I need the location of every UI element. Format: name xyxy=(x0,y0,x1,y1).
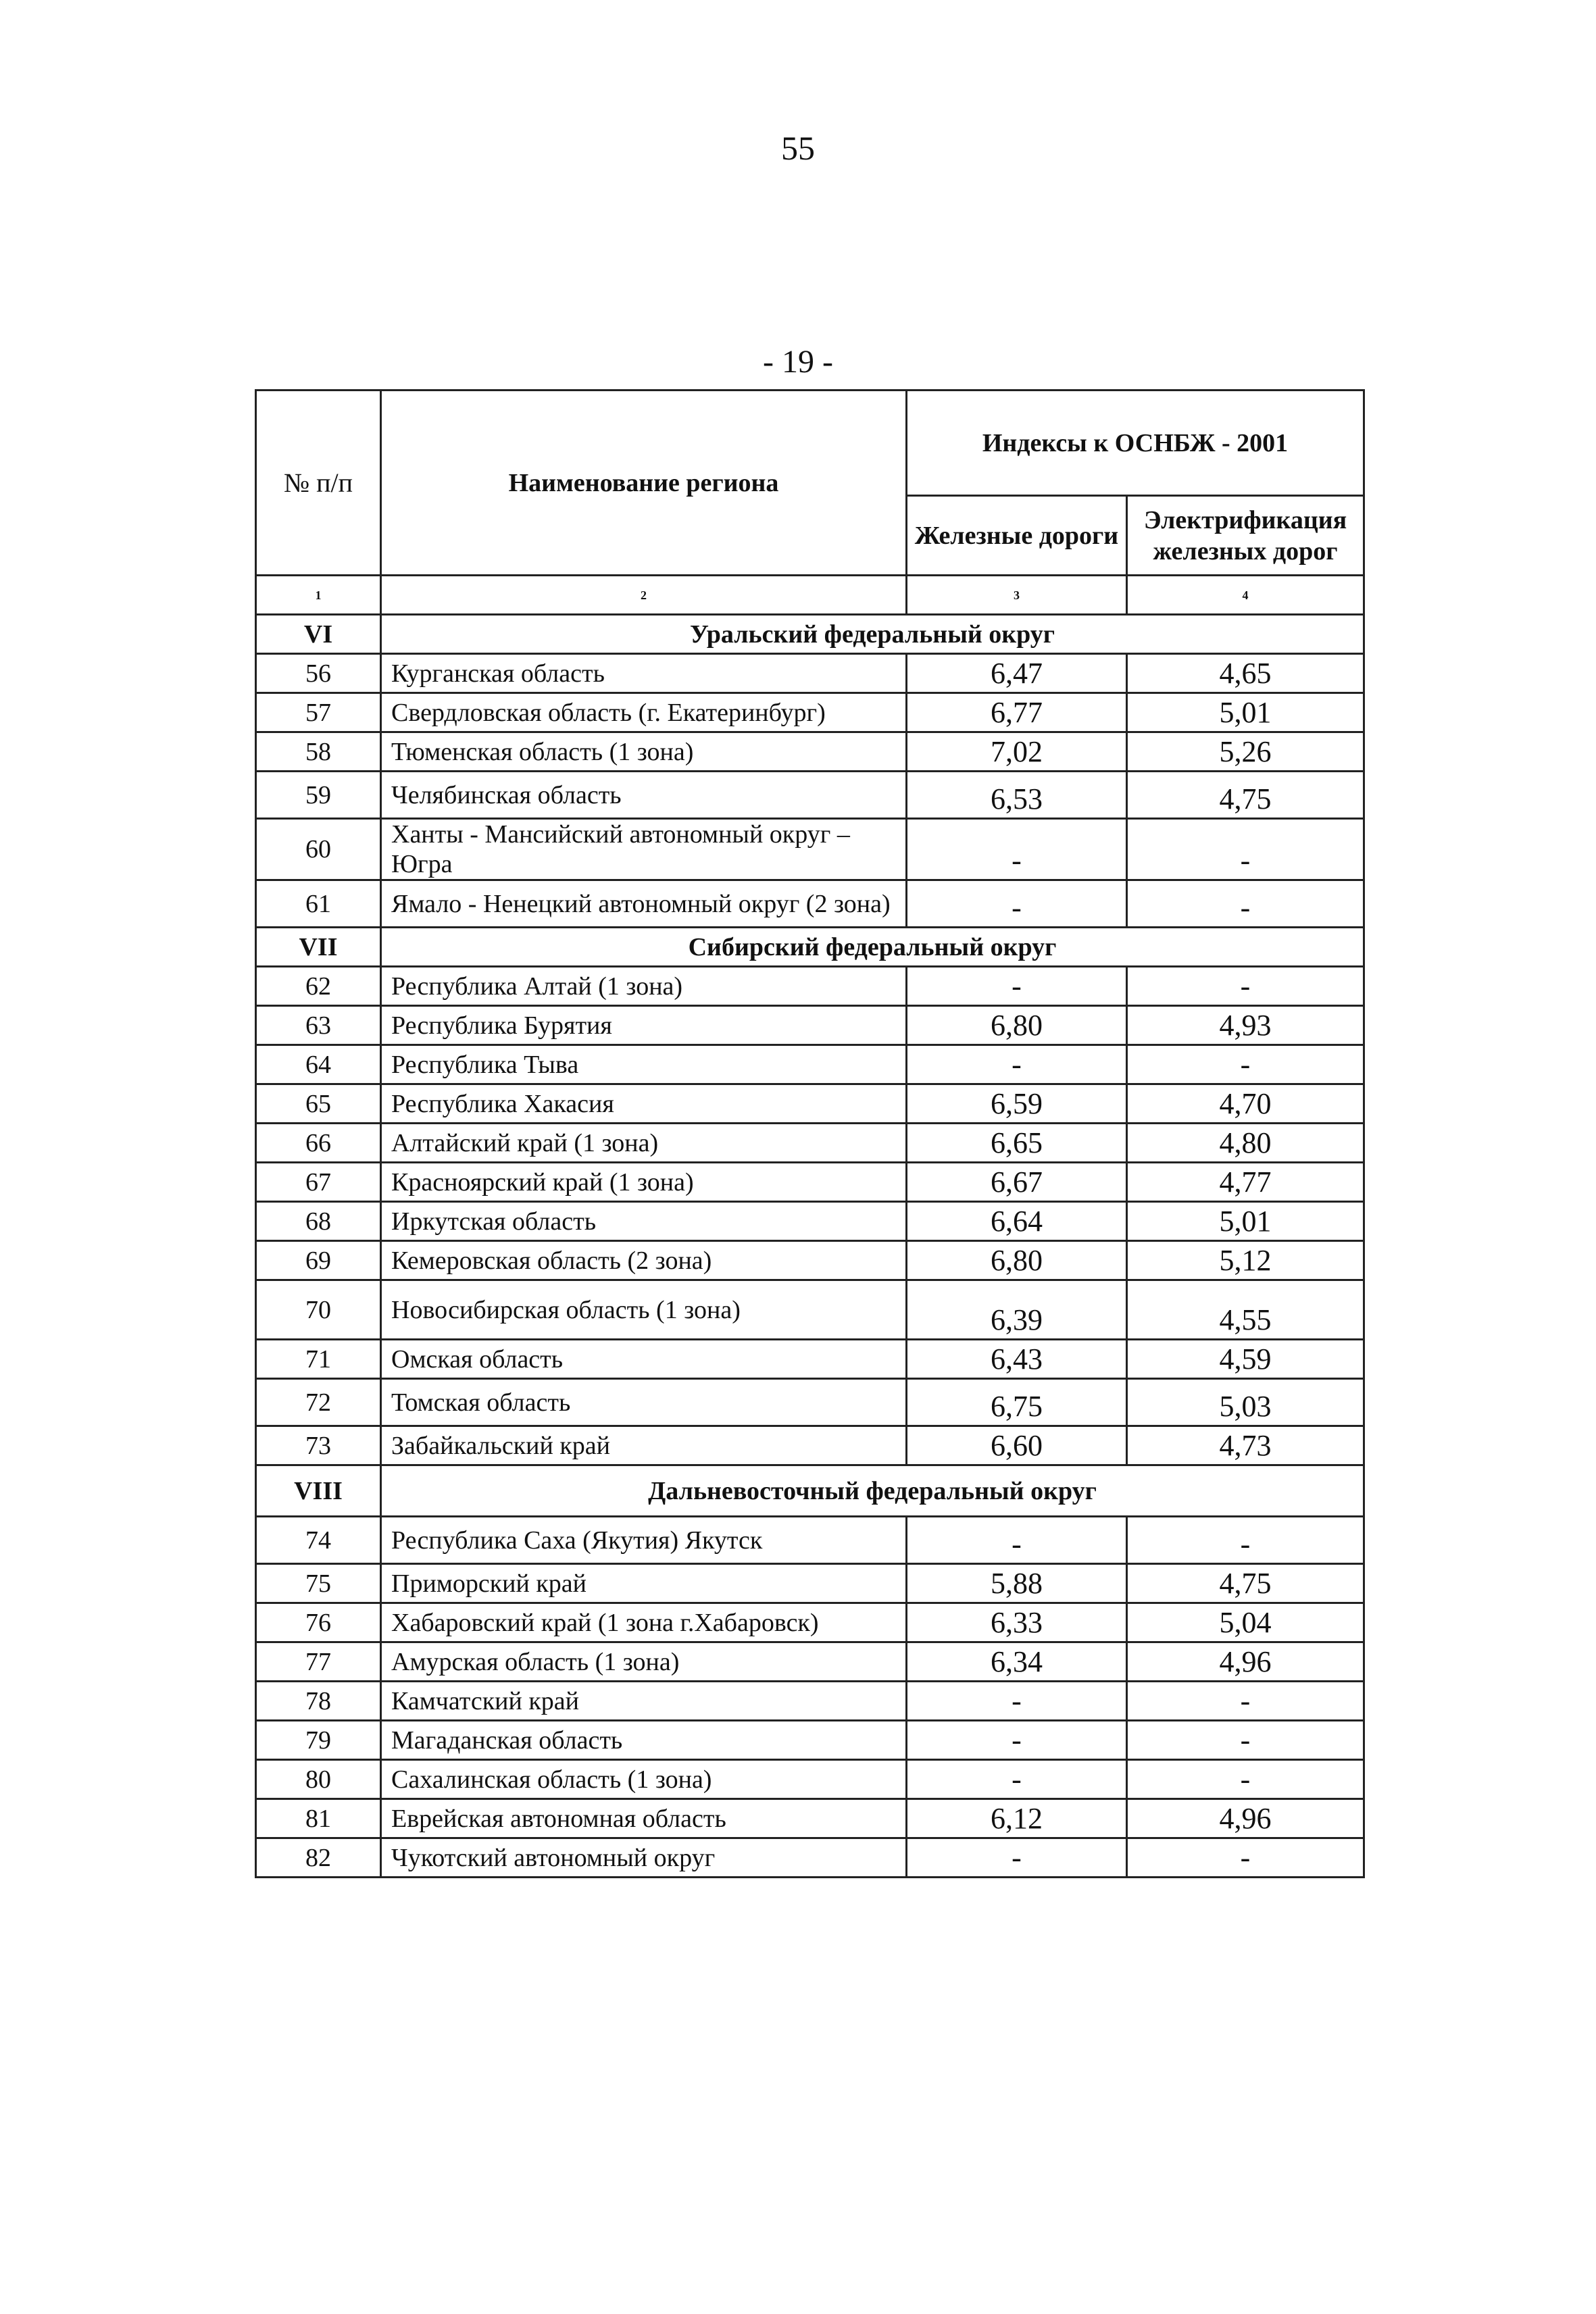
region-name: Красноярский край (1 зона) xyxy=(381,1163,907,1202)
row-number: 59 xyxy=(256,772,381,819)
section-row xyxy=(256,1465,1364,1517)
row-number: 61 xyxy=(256,880,381,928)
region-name: Кемеровская область (2 зона) xyxy=(381,1241,907,1280)
electrification-index: - xyxy=(1127,1760,1364,1799)
table-row xyxy=(256,1682,1364,1721)
rail-index: - xyxy=(907,1838,1127,1878)
table-body xyxy=(256,615,1364,1878)
row-number: 75 xyxy=(256,1564,381,1603)
electrification-index: - xyxy=(1127,819,1364,880)
row-number: 65 xyxy=(256,1084,381,1124)
region-name: Алтайский край (1 зона) xyxy=(381,1124,907,1163)
rail-index: 6,65 xyxy=(907,1124,1127,1163)
electrification-index: - xyxy=(1127,1682,1364,1721)
section-row xyxy=(256,928,1364,967)
region-name: Ханты - Мансийский автономный округ – Югра xyxy=(381,819,907,880)
column-number: 1 xyxy=(256,576,381,615)
electrification-index: 4,96 xyxy=(1127,1642,1364,1682)
row-number: 63 xyxy=(256,1006,381,1045)
rail-index: 6,39 xyxy=(907,1280,1127,1340)
electrification-index: 4,73 xyxy=(1127,1426,1364,1465)
table-row xyxy=(256,1838,1364,1878)
table-row xyxy=(256,1124,1364,1163)
table-row xyxy=(256,1045,1364,1084)
column-number: 3 xyxy=(907,576,1127,615)
electrification-index: - xyxy=(1127,1517,1364,1564)
column-number: 2 xyxy=(381,576,907,615)
region-name: Тюменская область (1 зона) xyxy=(381,732,907,772)
electrification-index: 4,96 xyxy=(1127,1799,1364,1838)
row-number: 58 xyxy=(256,732,381,772)
page-number: 55 xyxy=(781,129,815,167)
row-number: 68 xyxy=(256,1202,381,1241)
section-roman: VII xyxy=(256,928,381,967)
rail-index: 6,53 xyxy=(907,772,1127,819)
region-name: Приморский край xyxy=(381,1564,907,1603)
section-row xyxy=(256,615,1364,654)
column-number: 4 xyxy=(1127,576,1364,615)
electrification-index: 5,12 xyxy=(1127,1241,1364,1280)
region-name: Хабаровский край (1 зона г.Хабаровск) xyxy=(381,1603,907,1642)
row-number: 72 xyxy=(256,1379,381,1426)
table-row xyxy=(256,1202,1364,1241)
row-number: 66 xyxy=(256,1124,381,1163)
header-region: Наименование региона xyxy=(381,391,907,576)
table-row xyxy=(256,1564,1364,1603)
table-row xyxy=(256,1280,1364,1340)
region-name: Томская область xyxy=(381,1379,907,1426)
rail-index: 7,02 xyxy=(907,732,1127,772)
indices-table xyxy=(255,389,1365,1878)
region-name: Республика Алтай (1 зона) xyxy=(381,967,907,1006)
section-roman: VI xyxy=(256,615,381,654)
rail-index: 6,75 xyxy=(907,1379,1127,1426)
table-row xyxy=(256,819,1364,880)
region-name: Чукотский автономный округ xyxy=(381,1838,907,1878)
electrification-index: 4,75 xyxy=(1127,772,1364,819)
header-electrification: Электрификация железных дорог xyxy=(1127,496,1364,576)
table-row xyxy=(256,880,1364,928)
table-row xyxy=(256,1603,1364,1642)
table-row xyxy=(256,1006,1364,1045)
rail-index: 6,64 xyxy=(907,1202,1127,1241)
rail-index: 6,80 xyxy=(907,1241,1127,1280)
row-number: 82 xyxy=(256,1838,381,1878)
table-row xyxy=(256,1799,1364,1838)
rail-index: - xyxy=(907,1760,1127,1799)
region-name: Еврейская автономная область xyxy=(381,1799,907,1838)
row-number: 78 xyxy=(256,1682,381,1721)
electrification-index: - xyxy=(1127,880,1364,928)
region-name: Республика Хакасия xyxy=(381,1084,907,1124)
section-roman: VIII xyxy=(256,1465,381,1517)
section-title: Дальневосточный федеральный округ xyxy=(381,1465,1364,1517)
header-num: № п/п xyxy=(256,391,381,576)
row-number: 79 xyxy=(256,1721,381,1760)
rail-index: - xyxy=(907,1721,1127,1760)
row-number: 57 xyxy=(256,693,381,732)
header-indices: Индексы к ОСНБЖ - 2001 xyxy=(907,391,1364,496)
rail-index: - xyxy=(907,967,1127,1006)
electrification-index: 4,80 xyxy=(1127,1124,1364,1163)
row-number: 62 xyxy=(256,967,381,1006)
electrification-index: 4,93 xyxy=(1127,1006,1364,1045)
electrification-index: 4,55 xyxy=(1127,1280,1364,1340)
region-name: Республика Саха (Якутия) Якутск xyxy=(381,1517,907,1564)
electrification-index: 4,70 xyxy=(1127,1084,1364,1124)
table-row xyxy=(256,693,1364,732)
table-row xyxy=(256,1163,1364,1202)
electrification-index: 5,04 xyxy=(1127,1603,1364,1642)
row-number: 60 xyxy=(256,819,381,880)
region-name: Свердловская область (г. Екатеринбург) xyxy=(381,693,907,732)
rail-index: 6,60 xyxy=(907,1426,1127,1465)
rail-index: 6,34 xyxy=(907,1642,1127,1682)
electrification-index: - xyxy=(1127,1838,1364,1878)
table-row xyxy=(256,967,1364,1006)
row-number: 56 xyxy=(256,654,381,693)
row-number: 76 xyxy=(256,1603,381,1642)
electrification-index: 4,75 xyxy=(1127,1564,1364,1603)
section-title: Уральский федеральный округ xyxy=(381,615,1364,654)
row-number: 67 xyxy=(256,1163,381,1202)
rail-index: - xyxy=(907,1682,1127,1721)
table-row xyxy=(256,1721,1364,1760)
section-title: Сибирский федеральный округ xyxy=(381,928,1364,967)
region-name: Сахалинская область (1 зона) xyxy=(381,1760,907,1799)
region-name: Иркутская область xyxy=(381,1202,907,1241)
row-number: 80 xyxy=(256,1760,381,1799)
electrification-index: - xyxy=(1127,1045,1364,1084)
rail-index: - xyxy=(907,1045,1127,1084)
region-name: Новосибирская область (1 зона) xyxy=(381,1280,907,1340)
row-number: 70 xyxy=(256,1280,381,1340)
electrification-index: 5,03 xyxy=(1127,1379,1364,1426)
electrification-index: 4,65 xyxy=(1127,654,1364,693)
region-name: Курганская область xyxy=(381,654,907,693)
electrification-index: 4,77 xyxy=(1127,1163,1364,1202)
header-rail: Железные дороги xyxy=(907,496,1127,576)
table-row xyxy=(256,1340,1364,1379)
electrification-index: 5,01 xyxy=(1127,693,1364,732)
row-number: 73 xyxy=(256,1426,381,1465)
region-name: Магаданская область xyxy=(381,1721,907,1760)
row-number: 77 xyxy=(256,1642,381,1682)
rail-index: 6,59 xyxy=(907,1084,1127,1124)
rail-index: 6,77 xyxy=(907,693,1127,732)
table-row xyxy=(256,1426,1364,1465)
table-row xyxy=(256,1642,1364,1682)
row-number: 69 xyxy=(256,1241,381,1280)
table-row xyxy=(256,1379,1364,1426)
rail-index: 6,67 xyxy=(907,1163,1127,1202)
electrification-index: - xyxy=(1127,967,1364,1006)
table-row xyxy=(256,1084,1364,1124)
electrification-index: 5,01 xyxy=(1127,1202,1364,1241)
table-row xyxy=(256,732,1364,772)
sub-page-number: - 19 - xyxy=(763,344,833,380)
region-name: Челябинская область xyxy=(381,772,907,819)
row-number: 81 xyxy=(256,1799,381,1838)
region-name: Забайкальский край xyxy=(381,1426,907,1465)
region-name: Амурская область (1 зона) xyxy=(381,1642,907,1682)
region-name: Республика Тыва xyxy=(381,1045,907,1084)
rail-index: 6,47 xyxy=(907,654,1127,693)
table-row xyxy=(256,1517,1364,1564)
region-name: Камчатский край xyxy=(381,1682,907,1721)
region-name: Республика Бурятия xyxy=(381,1006,907,1045)
region-name: Омская область xyxy=(381,1340,907,1379)
rail-index: - xyxy=(907,819,1127,880)
region-name: Ямало - Ненецкий автономный округ (2 зона) xyxy=(381,880,907,928)
rail-index: 6,43 xyxy=(907,1340,1127,1379)
rail-index: 6,80 xyxy=(907,1006,1127,1045)
rail-index: 6,12 xyxy=(907,1799,1127,1838)
rail-index: 5,88 xyxy=(907,1564,1127,1603)
row-number: 74 xyxy=(256,1517,381,1564)
electrification-index: - xyxy=(1127,1721,1364,1760)
electrification-index: 4,59 xyxy=(1127,1340,1364,1379)
rail-index: - xyxy=(907,1517,1127,1564)
rail-index: 6,33 xyxy=(907,1603,1127,1642)
table-row xyxy=(256,1241,1364,1280)
table-row xyxy=(256,1760,1364,1799)
table-header xyxy=(256,391,1364,615)
rail-index: - xyxy=(907,880,1127,928)
table-row xyxy=(256,654,1364,693)
row-number: 71 xyxy=(256,1340,381,1379)
table-row xyxy=(256,772,1364,819)
electrification-index: 5,26 xyxy=(1127,732,1364,772)
row-number: 64 xyxy=(256,1045,381,1084)
